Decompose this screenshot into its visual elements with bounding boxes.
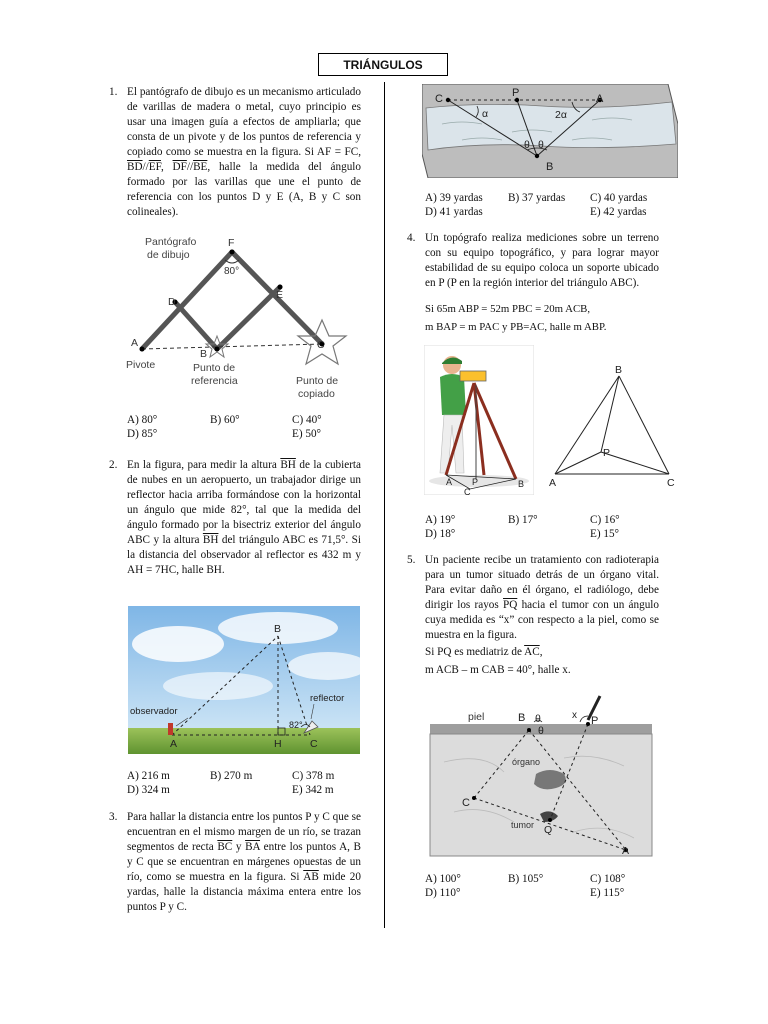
option-c[interactable]: C) 40° [292, 414, 322, 426]
option-b[interactable]: B) 60° [210, 414, 240, 426]
segment-label: $\overline{BH}$ [280, 459, 296, 471]
svg-text:Pivote: Pivote [126, 359, 156, 371]
svg-text:C: C [464, 487, 471, 495]
option-c[interactable]: C) 16° [590, 514, 620, 526]
question-5-condition: Si PQ es mediatriz de $\overline{AC}$, m ACB – m CAB = 40°, halle x. [425, 646, 571, 676]
segment-label: $\overline{BC}$ [217, 841, 233, 853]
segment-label: $\overline{BE}$ [193, 161, 208, 173]
option-b[interactable]: B) 37 yardas [508, 192, 566, 204]
option-a[interactable]: A) 19° [425, 514, 456, 526]
svg-text:C: C [310, 738, 318, 750]
option-c[interactable]: C) 40 yardas [590, 192, 648, 204]
question-2: 2. En la figura, para medir la altura $\overline{BH}$ de la cubierta de nubes en un aeropuerto, un trabajador dirige un reflector hacia arriba formándose con la horizontal un ángulo que mide 82°, tal que la medida del ángulo formado por la bisectriz exterior del ángulo ABC y la altura $\overline{BH}$ del triángulo ABC es 71,5°. Si la distancia del observador al reflector es 432 m y AH = 7HC, halle BH. [109, 459, 362, 576]
question-4-condition: Si 65m ABP = 52m PBC = 20m ACB, m BAP = m PAC y PB=AC, halle m ABP. [425, 303, 607, 333]
svg-text:P: P [472, 477, 479, 487]
option-d[interactable]: D) 41 yardas [425, 206, 483, 218]
option-a[interactable]: A) 80° [127, 414, 158, 426]
option-a[interactable]: A) 39 yardas [425, 192, 483, 204]
svg-text:2α: 2α [555, 109, 567, 121]
svg-text:α: α [482, 108, 489, 120]
svg-text:80°: 80° [224, 266, 240, 277]
svg-text:reflector: reflector [310, 693, 345, 704]
svg-text:θ: θ [538, 725, 544, 737]
svg-text:tumor: tumor [511, 820, 535, 830]
option-e[interactable]: E) 42 yardas [590, 206, 647, 218]
svg-text:B: B [274, 623, 282, 635]
option-d[interactable]: D) 324 m [127, 784, 170, 796]
option-b[interactable]: B) 105° [508, 873, 544, 885]
svg-text:Punto de: Punto de [193, 362, 236, 374]
segment-label: $\overline{AB}$ [303, 871, 319, 883]
svg-text:referencia: referencia [191, 375, 238, 387]
segment-label: $\overline{BA}$ [245, 841, 261, 853]
question-number: 3. [109, 811, 118, 823]
page-title: TRIÁNGULOS [318, 53, 448, 76]
option-a[interactable]: A) 100° [425, 873, 461, 885]
svg-text:B: B [518, 712, 526, 724]
svg-text:B: B [200, 348, 208, 360]
svg-text:Q: Q [544, 824, 553, 836]
svg-text:piel: piel [468, 711, 485, 723]
question-number: 4. [407, 232, 416, 244]
svg-text:82°: 82° [289, 720, 303, 730]
option-a[interactable]: A) 216 m [127, 770, 170, 782]
svg-text:x: x [572, 710, 577, 721]
option-e[interactable]: E) 115° [590, 887, 625, 899]
option-c[interactable]: C) 378 m [292, 770, 335, 782]
answer-options-5 [425, 872, 665, 902]
svg-text:Pantógrafo: Pantógrafo [145, 236, 197, 248]
svg-text:C: C [317, 339, 325, 351]
option-d[interactable]: D) 110° [425, 887, 461, 899]
answer-options-2 [127, 769, 367, 799]
svg-text:A: A [446, 477, 453, 487]
segment-label: $\overline{PQ}$ [503, 599, 518, 611]
svg-text:Punto de: Punto de [296, 375, 339, 387]
svg-text:θ: θ [535, 713, 541, 725]
radiotherapy-figure [424, 692, 658, 860]
option-d[interactable]: D) 85° [127, 428, 158, 440]
svg-text:H: H [274, 738, 282, 750]
segment-label: $\overline{BH}$ [202, 534, 219, 546]
question-5: 5. Un paciente recibe un tratamiento con radioterapia para un tumor situado detrás de un órgano vital. Para evitar daño en él órgano, el radiólogo, debe dirigir los rayos $\overline{PQ}$ hacia el tumor con un ángulo cuya medida es “x” con respecto a la piel, como se muestra en la figura. [407, 554, 659, 641]
option-b[interactable]: B) 270 m [210, 770, 253, 782]
answer-options-3 [425, 191, 665, 221]
surveyor-figure [424, 345, 534, 495]
option-e[interactable]: E) 50° [292, 428, 322, 440]
svg-text:θ: θ [538, 139, 544, 151]
option-c[interactable]: C) 108° [590, 873, 626, 885]
svg-text:A: A [170, 738, 178, 750]
segment-label: $\overline{BD}$ [127, 161, 143, 173]
segment-label: $\overline{AC}$ [524, 646, 540, 658]
answer-options-1 [127, 413, 367, 443]
answer-options-4 [425, 513, 665, 543]
svg-text:A: A [549, 477, 557, 489]
svg-text:C: C [462, 797, 470, 809]
option-e[interactable]: E) 15° [590, 528, 620, 540]
option-d[interactable]: D) 18° [425, 528, 456, 540]
svg-text:órgano: órgano [512, 757, 541, 767]
svg-text:observador: observador [130, 706, 178, 717]
svg-text:A: A [622, 845, 630, 857]
svg-text:A: A [596, 93, 604, 105]
svg-text:B: B [518, 479, 525, 489]
theodolite-icon [460, 371, 486, 381]
svg-text:D: D [168, 296, 176, 308]
svg-text:F: F [228, 237, 235, 249]
triangle-abc-figure [545, 362, 685, 490]
column-divider [384, 82, 385, 928]
segment-label: $\overline{DF}$ [172, 161, 187, 173]
segment-label: $\overline{EF}$ [148, 161, 161, 173]
svg-text:copiado: copiado [298, 388, 335, 400]
svg-text:P: P [512, 87, 520, 99]
svg-text:de dibujo: de dibujo [147, 249, 190, 261]
question-4: 4. Un topógrafo realiza mediciones sobre un terreno con su equipo topográfico, y para lograr mayor estabilidad de su equipo coloca un soporte ubicado en P (P en la región interior del triángulo ABC). [407, 232, 659, 289]
svg-text:B: B [546, 161, 554, 173]
question-3: 3. Para hallar la distancia entre los puntos P y C que se encuentran en el mismo margen de un río, se trazan segmentos de recta $\overline{BC}$ y $\overline{BA}$ entre los puntos A, B y C que se encuentran en márgenes opuestas de un río, como se muestra en la figura. Si $\overline{AB}$ mide 20 yardas, halle la distancia máxima entera entre los puntos P y C. [109, 811, 362, 913]
option-b[interactable]: B) 17° [508, 514, 538, 526]
svg-text:θ: θ [524, 139, 530, 151]
question-number: 5. [407, 554, 416, 566]
svg-text:A: A [131, 337, 139, 349]
river-figure [422, 84, 678, 178]
question-1: 1. El pantógrafo de dibujo es un mecanismo articulado de varillas de madera o metal, cuyo principio es usar una imagen guía a efectos de ampliarla; que consta de un pivote y de los puntos de referencia y copiado como se muestra en la figura. Si AF = FC, $\overline{BD}//\overline{EF}$, $\overline{DF}//\overline{BE}$, halle la medida del ángulo formado por las varillas que une el punto de referencia con los puntos D y E (A, B y C son colineales). [109, 86, 361, 218]
option-e[interactable]: E) 342 m [292, 784, 334, 796]
svg-text:C: C [667, 477, 675, 489]
question-number: 1. [109, 86, 118, 98]
svg-text:B: B [615, 364, 623, 376]
observer-icon [168, 723, 173, 735]
svg-text:E: E [276, 289, 284, 301]
svg-text:C: C [435, 93, 443, 105]
pantograph-figure [120, 232, 370, 402]
svg-text:P: P [603, 447, 611, 459]
reflector-figure [128, 606, 360, 754]
question-number: 2. [109, 459, 118, 471]
svg-text:P: P [591, 715, 599, 727]
